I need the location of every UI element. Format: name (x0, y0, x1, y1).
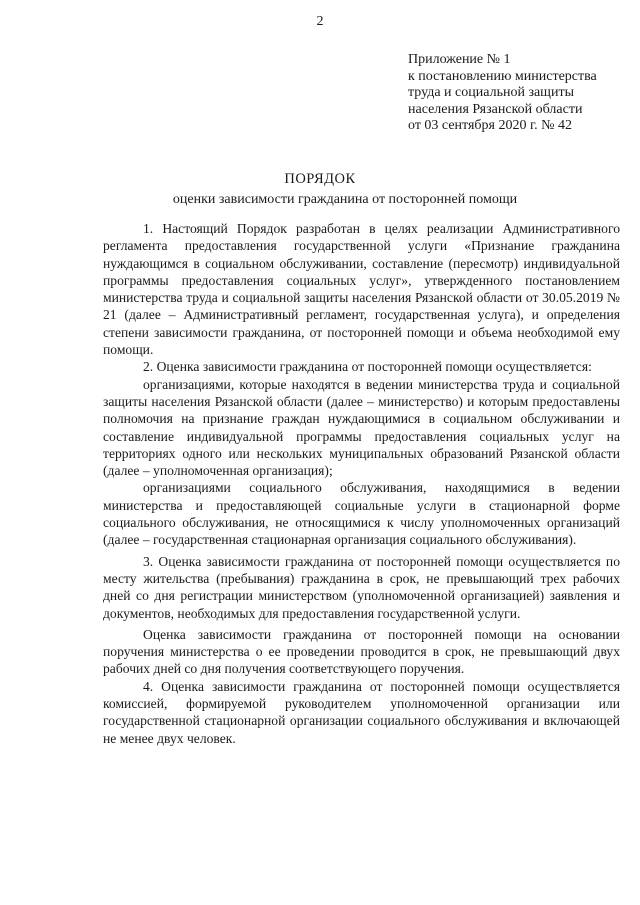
paragraph-3: 3. Оценка зависимости гражданина от посторонней помощи осуществляется по месту жительства (пребывания) гражданина в срок, не превышающий трех рабочих дней со дня регистрации министерством (уполномоченной организацией) заявления и документов, необходимых для предоставления государственной услуги. (103, 553, 620, 621)
appendix-line: населения Рязанской области (408, 101, 583, 117)
document-body (103, 220, 620, 747)
paragraph-2-item-2: организациями социального обслуживания, находящимися в ведении министерства и предоставляющей социальные услуги в стационарной форме социального обслуживания, не относящимися к числу уполномоченных организаций (далее – государственная стационарная организация социального обслуживания). (103, 480, 620, 548)
paragraph-3-continued: Оценка зависимости гражданина от посторонней помощи на основании поручения министерства о ее проведении проводится в срок, не превышающий двух рабочих дней со дня получения соответствующего поручения. (103, 626, 620, 677)
page-number: 2 (316, 14, 324, 29)
appendix-header (408, 52, 633, 135)
paragraph-2: 2. Оценка зависимости гражданина от посторонней помощи осуществляется: (143, 359, 592, 375)
appendix-line: от 03 сентября 2020 г. № 42 (408, 118, 572, 133)
appendix-line: к постановлению министерства (408, 68, 597, 84)
appendix-line: труда и социальной защиты (408, 85, 574, 100)
appendix-line: Приложение № 1 (408, 52, 511, 67)
document-title: ПОРЯДОК (284, 171, 356, 187)
paragraph-4: 4. Оценка зависимости гражданина от посторонней помощи осуществляется комиссией, формируемой руководителем уполномоченной организации или государственной стационарной организации социального обслуживания и включающей не менее двух человек. (103, 678, 620, 746)
paragraph-1: 1. Настоящий Порядок разработан в целях реализации Административного регламента предоставления государственной услуги «Признание гражданина нуждающимся в социальном обслуживании, составление (пересмотр) индивидуальной программы предоставления социальных услуг», утвержденного постановлением министерства труда и социальной защиты населения Рязанской области от 30.05.2019 № 21 (далее – Административный регламент, государственная услуга), и определения степени зависимости гражданина, от посторонней помощи и объема необходимой ему помощи. (103, 221, 620, 358)
document-subtitle: оценки зависимости гражданина от посторонней помощи (172, 192, 518, 207)
paragraph-2-item-1: организациями, которые находятся в ведении министерства труда и социальной защиты населения Рязанской области (далее – министерство) и которым предоставлены полномочия на признание граждан нуждающимися в социальном обслуживании и составление индивидуальной программы предоставления социальных услуг на территориях одного или нескольких муниципальных образований Рязанской области (далее – уполномоченная организация); (103, 376, 620, 479)
